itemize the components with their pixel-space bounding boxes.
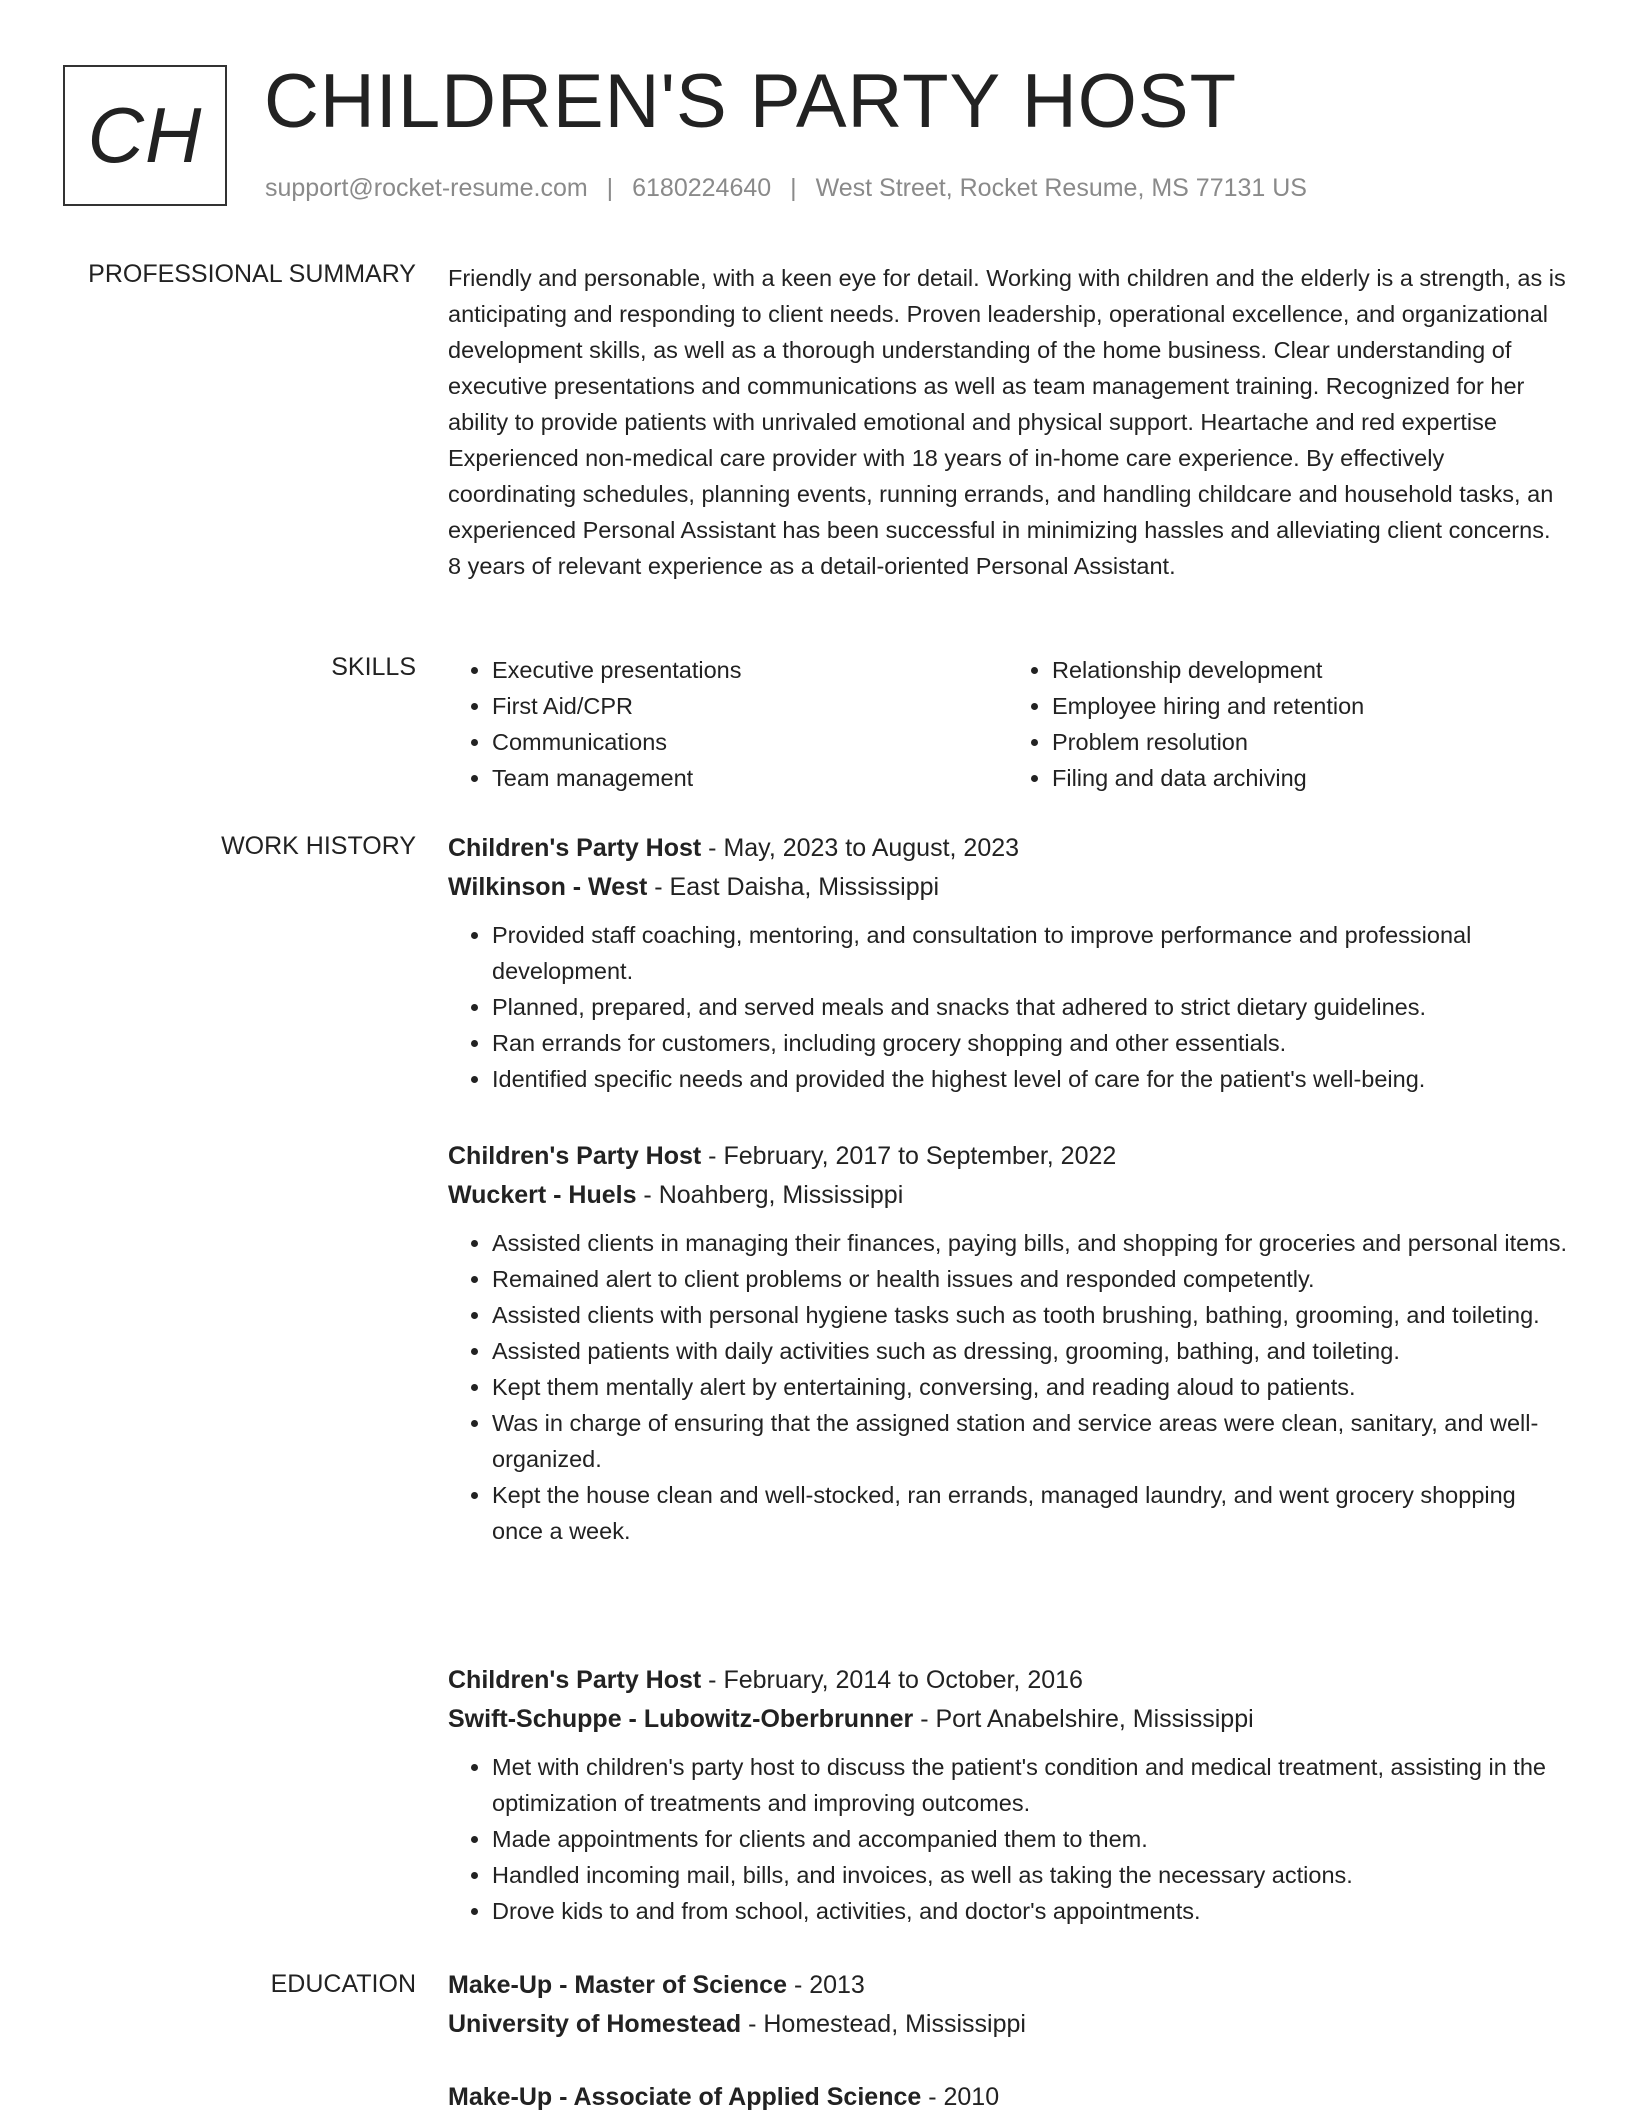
skill-item: • Employee hiring and retention — [1052, 688, 1568, 724]
skill-item: • Filing and data archiving — [1052, 760, 1568, 796]
job-duty: • Drove kids to and from school, activities, and doctor's appointments. — [492, 1893, 1568, 1929]
job-duties — [448, 917, 1568, 1097]
job-location: - Noahberg, Mississippi — [636, 1181, 904, 1209]
skills-list — [448, 652, 1568, 796]
job-title: Children's Party Host — [448, 1666, 702, 1694]
job-duty: • Planned, prepared, and served meals and snacks that adhered to strict dietary guidelines. — [492, 989, 1568, 1025]
job-duty: • Remained alert to client problems or health issues and responded competently. — [492, 1261, 1568, 1297]
contact-phone[interactable]: 6180224640 — [632, 174, 772, 202]
job-title: Children's Party Host — [448, 1142, 702, 1170]
job-title-line — [448, 1661, 1568, 1700]
job-duty: • Kept the house clean and well-stocked, ran errands, managed laundry, and went grocery shopping once a week. — [492, 1477, 1568, 1549]
job-duty: • Assisted clients with personal hygiene tasks such as tooth brushing, bathing, grooming, and toileting. — [492, 1297, 1568, 1333]
job-company: Swift-Schuppe - Lubowitz-Oberbrunner — [448, 1705, 914, 1733]
degree-year: - 2013 — [787, 1971, 865, 1999]
job-company-line — [448, 1176, 1568, 1215]
job-title: Children's Party Host — [448, 834, 702, 862]
section-label-education: EDUCATION — [270, 1970, 416, 1998]
resume-title: CHILDREN'S PARTY HOST — [264, 59, 1238, 144]
job-duty: • Handled incoming mail, bills, and invoices, as well as taking the necessary actions. — [492, 1857, 1568, 1893]
contact-separator: | — [606, 174, 614, 202]
school-location: - Homestead, Mississippi — [741, 2010, 1026, 2038]
job-duty: • Assisted clients in managing their finances, paying bills, and shopping for groceries and personal items. — [492, 1225, 1568, 1261]
job-duty: • Was in charge of ensuring that the assigned station and service areas were clean, sanitary, and well-organized. — [492, 1405, 1568, 1477]
job-dates: - February, 2017 to September, 2022 — [701, 1142, 1117, 1170]
job-company-line — [448, 868, 1568, 907]
section-label-work: WORK HISTORY — [221, 832, 416, 860]
job-duty: • Assisted patients with daily activities such as dressing, grooming, bathing, and toileting. — [492, 1333, 1568, 1369]
skill-item: • Problem resolution — [1052, 724, 1568, 760]
job-duty: • Identified specific needs and provided the highest level of care for the patient's well-being. — [492, 1061, 1568, 1097]
job-duty: • Met with children's party host to discuss the patient's condition and medical treatment, assisting in the optimization of treatments and improving outcomes. — [492, 1749, 1568, 1821]
monogram-box — [63, 65, 227, 206]
job-entry — [448, 829, 1568, 1097]
job-title-line — [448, 1137, 1568, 1176]
summary-text: Friendly and personable, with a keen eye for detail. Working with children and the elderly is a strength, as is anticipating and responding to client needs. Proven leadership, operational excellence, and organizational development skills, as well as a thorough understanding of the home business. Clear understanding of executive presentations and communications as well as team management training. Recognized for her ability to provide patients with unrivaled emotional and physical support. Heartache and red expertise Experienced non-medical care provider with 18 years of in-home care experience. By effectively coordinating schedules, planning events, running errands, and handling childcare and household tasks, an experienced Personal Assistant has been successful in minimizing hassles and alleviating client concerns. 8 years of relevant experience as a detail-oriented Personal Assistant. — [448, 265, 1566, 579]
skill-item: • Relationship development — [1052, 652, 1568, 688]
contact-separator: | — [790, 174, 797, 202]
degree-line — [448, 1966, 1568, 2005]
job-duty: • Ran errands for customers, including grocery shopping and other essentials. — [492, 1025, 1568, 1061]
skills-column-right — [1008, 652, 1568, 796]
job-dates: - May, 2023 to August, 2023 — [701, 834, 1020, 862]
job-entry — [448, 1661, 1568, 1929]
skill-item: • Team management — [492, 760, 1008, 796]
skill-item: • First Aid/CPR — [492, 688, 1008, 724]
contact-line — [265, 174, 1307, 203]
monogram-initials: CH — [87, 91, 203, 179]
skills-column-left — [448, 652, 1008, 796]
education-entry — [448, 2078, 1568, 2117]
job-duties — [448, 1225, 1568, 1549]
job-duty: • Kept them mentally alert by entertaining, conversing, and reading aloud to patients. — [492, 1369, 1568, 1405]
job-duty: • Provided staff coaching, mentoring, and consultation to improve performance and professional development. — [492, 917, 1568, 989]
job-title-line — [448, 829, 1568, 868]
job-duty: • Made appointments for clients and accompanied them to them. — [492, 1821, 1568, 1857]
skill-item: • Communications — [492, 724, 1008, 760]
section-label-summary: PROFESSIONAL SUMMARY — [88, 260, 416, 288]
education-entry — [448, 1966, 1568, 2044]
job-company-line — [448, 1700, 1568, 1739]
skill-item: • Executive presentations — [492, 652, 1008, 688]
job-company: Wuckert - Huels — [448, 1181, 637, 1209]
job-duties — [448, 1749, 1568, 1929]
school-line — [448, 2005, 1568, 2044]
job-dates: - February, 2014 to October, 2016 — [701, 1666, 1083, 1694]
section-label-skills: SKILLS — [331, 653, 416, 681]
degree-line — [448, 2078, 1568, 2117]
degree-title: Make-Up - Associate of Applied Science — [448, 2083, 922, 2111]
job-entry — [448, 1137, 1568, 1549]
job-location: - East Daisha, Mississippi — [647, 873, 940, 901]
job-company: Wilkinson - West — [448, 873, 648, 901]
job-location: - Port Anabelshire, Mississippi — [913, 1705, 1254, 1733]
school-name: University of Homestead — [448, 2010, 742, 2038]
degree-title: Make-Up - Master of Science — [448, 1971, 787, 1999]
contact-address: West Street, Rocket Resume, MS 77131 US — [815, 174, 1307, 202]
degree-year: - 2010 — [921, 2083, 1000, 2111]
contact-email[interactable]: support@rocket-resume.com — [265, 174, 588, 202]
